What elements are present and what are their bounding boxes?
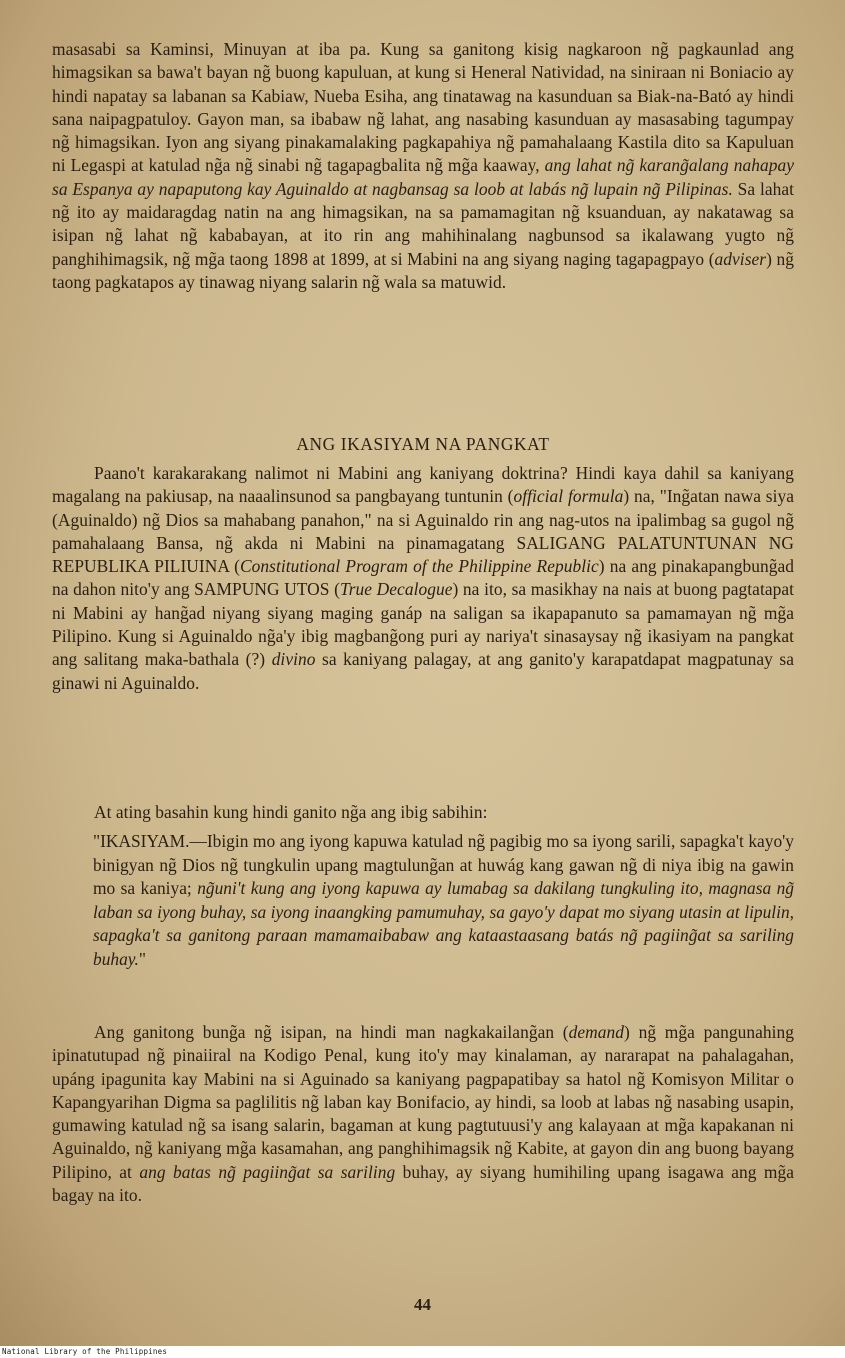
- italic-term: demand: [568, 1022, 625, 1042]
- paragraph-continuation: [52, 38, 794, 294]
- paragraph-intro-quote: At ating basahin kung hindi ganito ng̃a ang ibig sabihin:: [94, 802, 488, 822]
- paragraph-text: ) na ang pinakapangbung̃ad na dahon nito'y ang SAMPUNG UTOS (: [52, 556, 794, 600]
- page-number: 44: [414, 1295, 431, 1314]
- italic-quote: ang lahat ng̃ karang̃alang nahapay sa Espanya ay napaputong kay Aguinaldo at nagbansag sa loob at labás ng̃ lupain ng̃ Pilipinas.: [52, 155, 794, 199]
- paragraph-text: ) na, "Ing̃atan nawa siya (Aguinaldo) ng̃ Dios sa mahabang panahon," na si Aguinaldo rin ang nag-utos na ipalimbag sa gugol ng̃ pamahalaang Bansa, ng̃ akda ni Mabini na pinamagatang SALIGANG PALATUNTUNAN NG REPUBLIKA PILIUINA (: [52, 486, 794, 577]
- paragraph-text: Ang ganitong bung̃a ng̃ isipan, na hindi man nagkakailang̃an (: [94, 1022, 569, 1042]
- paragraph-text: ) ng̃ taong pagkatapos ay tinawag niyang salarin ng̃ wala sa matuwid.: [52, 248, 794, 292]
- italic-term: divino: [271, 649, 316, 670]
- italic-title: Constitutional Program of the Philippine Republic: [240, 556, 599, 577]
- paragraph-conclusion: [52, 1021, 794, 1207]
- paragraph-text: Paano't karakarakang nalimot ni Mabini ang kaniyang doktrina? Hindi kaya dahil sa kaniyang magalang na pakiusap, na naaalinsunod sa pangbayang tuntunin (: [52, 463, 794, 507]
- block-quote: [93, 830, 794, 972]
- paragraph-text: buhay, ay siyang humihiling upang isagawa ang mg̃a bagay na ito.: [52, 1161, 794, 1206]
- quote-text: ": [138, 948, 146, 969]
- italic-title: True Decalogue: [339, 579, 453, 600]
- section-heading: ANG IKASIYAM NA PANGKAT: [296, 434, 550, 454]
- italic-term: adviser: [714, 248, 767, 269]
- paragraph-text: ) na ito, sa masikhay na nais at buong pagtatapat ni Mabini ay hang̃ad niyang siyang maging ganáp na saligan sa ikapapanuto sa pamamayan ng̃ mg̃a Pilipino. Kung si Aguinaldo ng̃a'y ibig magbang̃ong puri ay nariya't sinasaysay ng̃ ikasiyam na pangkat ang salitang maka-bathala (?): [52, 579, 795, 670]
- library-watermark: National Library of the Philippines: [2, 1347, 168, 1356]
- paragraph-text: ) ng̃ mg̃a pangunahing ipinatutupad ng̃ pinaiiral na Kodigo Penal, kung ito'y may kinalaman, ay nararapat na pahalagahan, upáng ipagunita kay Mabini na si Aguinado sa kaniyang pagpapatibay sa hatol ng̃ Komisyon Militar o Kapangyarihan Digma sa paglilitis ng̃ laban kay Bonifacio, ay hindi, sa loob at labas ng̃ nasabing usapin, gumawing katulad ng̃ sa isang salarin, bagaman at kung pagtutuusi'y ang kalayaan at mg̃a kapakanan ni Aguinaldo, ng̃ kaniyang mg̃a kasamahan, ang panghihimagsik ng̃ Kabite, at gayon din ang buong bayang Pilipino, at: [52, 1022, 795, 1182]
- italic-term: official formula: [513, 486, 624, 507]
- paragraph-text: Sa lahat ng̃ ito ay maidaragdag natin na ang himagsikan, na sa pamamagitan ng̃ ksuanduan, ay nakatawag sa isipan ng̃ lahat ng̃ kababayan, at ito rin ang mahihinalang nagbunsod sa ikalawang yugto ng̃ panghihimagsik, ng̃ mg̃a taong 1898 at 1899, at si Mabini na ang siyang naging tagapagpayo (: [52, 178, 794, 269]
- italic-phrase: ang batas ng̃ pagiing̃at sa sariling: [139, 1161, 396, 1182]
- quote-text: "IKASIYAM.—Ibigin mo ang iyong kapuwa katulad ng̃ pagibig mo sa iyong sarili, sapagka't kayo'y binigyan ng̃ Dios ng̃ tungkulin upang magtulung̃an at huwág kang gawan ng̃ di niya ibig na gawin mo sa kaniya;: [93, 831, 794, 899]
- paragraph-text: sa kaniyang palagay, at ang ganito'y karapatdapat magpatunay sa ginawi ni Aguinaldo.: [52, 649, 794, 693]
- quote-italic: ng̃uni't kung ang iyong kapuwa ay lumabag sa dakilang tungkuling ito, magnasa ng̃ laban sa iyong buhay, sa iyong inaangking pamumuhay, sa gayo'y dapat mo siyang utasin at lipulin, sapagka't sa ganitong paraan mamamaibabaw ang kataastaasang batás ng̃ pagiing̃at sa sariling buhay.: [93, 878, 794, 969]
- paragraph-doctrine: [52, 462, 794, 695]
- paragraph-text: masasabi sa Kaminsi, Minuyan at iba pa. Kung sa ganitong kisig nagkaroon ng̃ pagkaunlad ang himagsikan sa bawa't bayan ng̃ buong kapuluan, at kung si Heneral Natividad, na siniraan ni Boniacio ay hindi napatay sa labanan sa Kabiaw, Nueba Esiha, ang tinatawag na kasunduan sa Biak-na-Bató ay hindi sana naipagpatuloy. Gayon man, sa ibabaw ng̃ lahat, ang nasabing kasunduan ay masasabing tagumpay ng̃ himagsikan. Iyon ang siyang pinakamalaking pagkapahiya ng̃ pamahalaang Kastila dito sa Kapuluan ni Legaspi at katulad ng̃a ng̃ sinabi ng̃ tagapagbalita ng̃ mg̃a kaaway,: [52, 39, 794, 176]
